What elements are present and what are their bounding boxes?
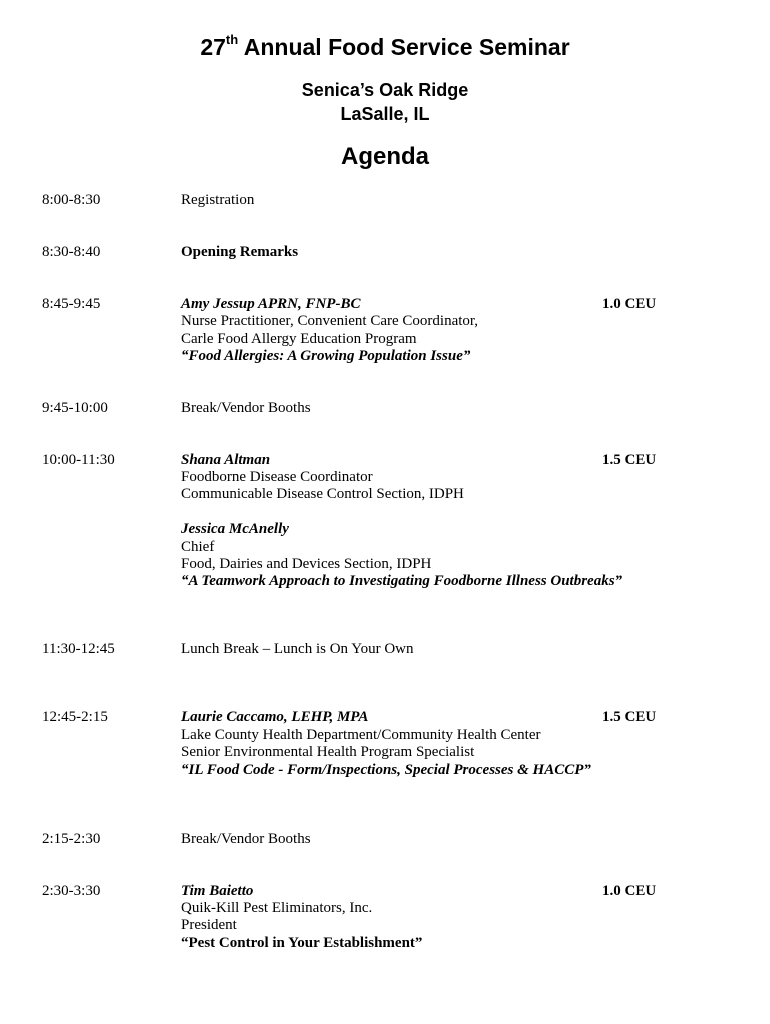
speaker-name: Tim Baietto [181, 883, 254, 899]
session-time: 8:00-8:30 [42, 192, 101, 208]
speaker-role: Chief [181, 539, 215, 555]
session-title: Registration [181, 192, 255, 208]
seminar-title: 27th Annual Food Service Seminar [200, 32, 570, 60]
session-title: Break/Vendor Booths [181, 831, 311, 847]
talk-title: “A Teamwork Approach to Investigating Foodborne Illness Outbreaks” [181, 573, 623, 589]
session-title: Opening Remarks [181, 244, 299, 260]
speaker-name: Amy Jessup APRN, FNP-BC [181, 296, 361, 312]
speaker-affiliation: Lake County Health Department/Community Health Center [181, 727, 541, 743]
session-title: Lunch Break – Lunch is On Your Own [181, 641, 414, 657]
venue-name: Senica’s Oak Ridge [301, 80, 469, 100]
session-time: 2:30-3:30 [42, 883, 101, 899]
talk-title: “Food Allergies: A Growing Population Issue” [181, 348, 471, 364]
venue-city: LaSalle, IL [340, 104, 430, 124]
ceu-credit: 1.0 CEU [602, 296, 657, 312]
session-time: 12:45-2:15 [42, 709, 108, 725]
speaker-role: President [181, 917, 237, 933]
speaker-name: Jessica McAnelly [181, 521, 289, 537]
speaker-affiliation: Carle Food Allergy Education Program [181, 331, 417, 347]
ceu-credit: 1.5 CEU [602, 452, 657, 468]
session-time: 8:45-9:45 [42, 296, 101, 312]
speaker-name: Shana Altman [181, 452, 271, 468]
speaker-role: Foodborne Disease Coordinator [181, 469, 373, 485]
agenda-heading: Agenda [340, 143, 429, 170]
ceu-credit: 1.0 CEU [602, 883, 657, 899]
speaker-affiliation: Quik-Kill Pest Eliminators, Inc. [181, 900, 373, 916]
talk-title: “IL Food Code - Form/Inspections, Special Processes & HACCP” [181, 762, 591, 778]
session-time: 10:00-11:30 [42, 452, 115, 468]
talk-title: “Pest Control in Your Establishment” [181, 935, 423, 951]
speaker-role: Senior Environmental Health Program Specialist [181, 744, 475, 760]
session-time: 9:45-10:00 [42, 400, 108, 416]
session-title: Break/Vendor Booths [181, 400, 311, 416]
speaker-affiliation: Communicable Disease Control Section, IDPH [181, 486, 464, 502]
speaker-affiliation: Food, Dairies and Devices Section, IDPH [181, 556, 432, 572]
speaker-name: Laurie Caccamo, LEHP, MPA [181, 709, 369, 725]
session-time: 8:30-8:40 [42, 244, 101, 260]
session-time: 11:30-12:45 [42, 641, 115, 657]
speaker-role: Nurse Practitioner, Convenient Care Coordinator, [181, 313, 479, 329]
ceu-credit: 1.5 CEU [602, 709, 657, 725]
session-time: 2:15-2:30 [42, 831, 101, 847]
